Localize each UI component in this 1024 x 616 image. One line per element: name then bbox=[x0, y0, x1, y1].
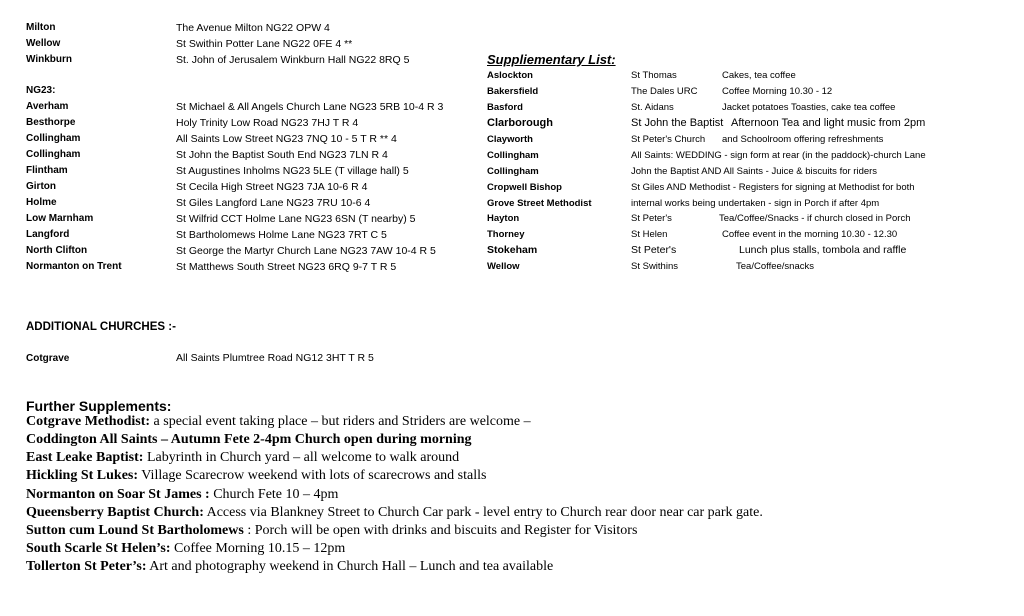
ng23-details: All Saints Low Street NG23 7NQ 10 - 5 T R ** 4 bbox=[176, 133, 397, 145]
sup-note: Coffee Morning 10.30 - 12 bbox=[722, 86, 833, 97]
sup-place: Collingham bbox=[487, 150, 539, 161]
supplementary-title: Suppliementary List: bbox=[487, 52, 616, 67]
sup-church: St. Aidans bbox=[631, 102, 674, 113]
sup-note: Jacket potatoes Toasties, cake tea coffee bbox=[722, 102, 896, 113]
sup-church: The Dales URC bbox=[631, 86, 698, 97]
entry-details: St Swithin Potter Lane NG22 0FE 4 ** bbox=[176, 38, 353, 50]
ng23-details: St George the Martyr Church Lane NG23 7AW 10-4 R 5 bbox=[176, 245, 436, 257]
sup-church: St Peter's bbox=[631, 244, 677, 256]
ng23-place: Besthorpe bbox=[26, 117, 76, 128]
further-heading: Further Supplements: bbox=[26, 398, 172, 414]
ng23-details: St Cecila High Street NG23 7JA 10-6 R 4 bbox=[176, 181, 368, 193]
sup-church: St Peter's bbox=[631, 213, 672, 224]
ng23-place: Girton bbox=[26, 181, 56, 192]
ng23-details: St Michael & All Angels Church Lane NG23 5RB 10-4 R 3 bbox=[176, 101, 444, 113]
place-milton: Milton bbox=[26, 22, 56, 33]
sup-note: Coffee event in the morning 10.30 - 12.30 bbox=[722, 229, 898, 240]
ng23-place: Flintham bbox=[26, 165, 68, 176]
sup-note: Lunch plus stalls, tombola and raffle bbox=[739, 244, 907, 256]
sup-place: Clarborough bbox=[487, 117, 553, 129]
sup-place: Collingham bbox=[487, 166, 539, 177]
ng23-details: St Wilfrid CCT Holme Lane NG23 6SN (T nearby) 5 bbox=[176, 213, 416, 225]
sup-note: Tea/Coffee/snacks bbox=[736, 261, 814, 272]
sup-church: St Swithins bbox=[631, 261, 678, 272]
sup-church: St Giles AND Methodist - Registers for signing at Methodist for both bbox=[631, 182, 915, 193]
sup-church: All Saints: WEDDING - sign form at rear (in the paddock)-church Lane bbox=[631, 150, 926, 161]
sup-place: Stokeham bbox=[487, 244, 538, 256]
sup-place: Hayton bbox=[487, 213, 520, 224]
additional-heading: ADDITIONAL CHURCHES :- bbox=[26, 321, 176, 333]
ng23-place: North Clifton bbox=[26, 245, 88, 256]
further-item: Hickling St Lukes: Village Scarecrow weekend with lots of scarecrows and stalls bbox=[26, 468, 487, 483]
further-item: Coddington All Saints – Autumn Fete 2-4pm Church open during morning bbox=[26, 432, 472, 447]
ng23-details: St Giles Langford Lane NG23 7RU 10-6 4 bbox=[176, 197, 371, 209]
sup-place: Clayworth bbox=[487, 134, 533, 145]
sup-church: St Peter's Church bbox=[631, 134, 706, 145]
sup-church: John the Baptist AND All Saints - Juice & biscuits for riders bbox=[631, 166, 878, 177]
ng23-place: Holme bbox=[26, 197, 57, 208]
further-item: South Scarle St Helen’s: Coffee Morning 10.15 – 12pm bbox=[26, 541, 346, 556]
sup-place: Wellow bbox=[487, 261, 520, 272]
sup-place: Aslockton bbox=[487, 70, 533, 81]
further-item: Cotgrave Methodist: a special event taking place – but riders and Striders are welcome – bbox=[26, 414, 531, 429]
ng23-place: Langford bbox=[26, 229, 70, 240]
further-item: Queensberry Baptist Church: Access via Blankney Street to Church Car park - level entry to Church rear door near car park gate. bbox=[26, 505, 763, 520]
ng23-place: Low Marnham bbox=[26, 213, 94, 224]
sup-place: Bakersfield bbox=[487, 86, 539, 97]
further-item: East Leake Baptist: Labyrinth in Church yard – all welcome to walk around bbox=[26, 450, 460, 465]
entry-details: The Avenue Milton NG22 OPW 4 bbox=[176, 22, 330, 34]
sup-place: Grove Street Methodist bbox=[487, 198, 592, 209]
ng23-details: St John the Baptist South End NG23 7LN R 4 bbox=[176, 149, 388, 161]
sup-church: St John the Baptist bbox=[631, 117, 724, 129]
sup-note: and Schoolroom offering refreshments bbox=[722, 134, 884, 145]
ng23-details: Holy Trinity Low Road NG23 7HJ T R 4 bbox=[176, 117, 359, 129]
entry-details: St. John of Jerusalem Winkburn Hall NG22 8RQ 5 bbox=[176, 54, 410, 66]
further-item: Tollerton St Peter’s: Art and photography weekend in Church Hall – Lunch and tea available bbox=[26, 559, 554, 574]
sup-note: Cakes, tea coffee bbox=[722, 70, 796, 81]
further-item: Sutton cum Lound St Bartholomews : Porch will be open with drinks and biscuits and Register for Visitors bbox=[26, 523, 638, 538]
sup-place: Basford bbox=[487, 102, 523, 113]
ng23-place: Averham bbox=[26, 101, 69, 112]
ng23-place: Normanton on Trent bbox=[26, 261, 122, 272]
sup-church: St Thomas bbox=[631, 70, 677, 81]
ng23-heading: NG23: bbox=[26, 85, 56, 96]
place-wellow: Wellow bbox=[26, 38, 61, 49]
sup-place: Thorney bbox=[487, 229, 525, 240]
sup-note: Afternoon Tea and light music from 2pm bbox=[731, 117, 926, 129]
ng23-details: St Matthews South Street NG23 6RQ 9-7 T R 5 bbox=[176, 261, 397, 273]
further-item: Normanton on Soar St James : Church Fete 10 – 4pm bbox=[26, 487, 339, 502]
sup-note: Tea/Coffee/Snacks - if church closed in Porch bbox=[719, 213, 911, 224]
place-winkburn: Winkburn bbox=[26, 54, 73, 65]
ng23-details: St Bartholomews Holme Lane NG23 7RT C 5 bbox=[176, 229, 387, 241]
ng23-place: Collingham bbox=[26, 149, 81, 160]
additional-place: Cotgrave bbox=[26, 353, 70, 364]
ng23-place: Collingham bbox=[26, 133, 81, 144]
ng23-details: St Augustines Inholms NG23 5LE (T village hall) 5 bbox=[176, 165, 409, 177]
sup-place: Cropwell Bishop bbox=[487, 182, 562, 193]
sup-church: St Helen bbox=[631, 229, 668, 240]
sup-church: internal works being undertaken - sign in Porch if after 4pm bbox=[631, 198, 880, 209]
additional-details: All Saints Plumtree Road NG12 3HT T R 5 bbox=[176, 352, 374, 364]
